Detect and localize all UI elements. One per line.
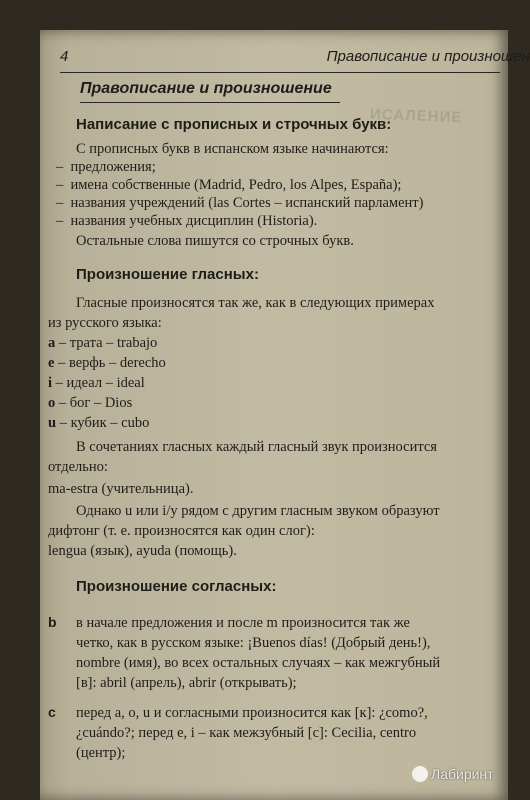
vowel-row: i – идеал – ideal (48, 375, 145, 391)
list-item: – названия учебных дисциплин (Historia). (56, 213, 318, 229)
list-item: – предложения; (56, 159, 156, 175)
paragraph: В сочетаниях гласных каждый гласный звук произносится (76, 439, 437, 455)
example: ma-estra (учительница). (48, 481, 194, 497)
bleed-through-text: ИСАЛЕНИЕ (369, 105, 463, 127)
paragraph: четко, как в русском языке: ¡Buenos días! (Добрый день!), (76, 635, 431, 651)
vowel-row: o – бог – Dios (48, 395, 133, 411)
vowel-row: e – верфь – derecho (48, 355, 166, 371)
paragraph: Однако u или i/y рядом с другим гласным звуком образуют (76, 503, 440, 519)
running-title: Правописание и произношен (326, 48, 530, 65)
title-underline (80, 102, 340, 103)
list-item: – имена собственные (Madrid, Pedro, los Alpes, España); (56, 177, 402, 193)
paragraph: Остальные слова пишутся со строчных букв. (76, 233, 354, 249)
consonant-letter: c (48, 704, 56, 720)
paragraph: nombre (имя), во всех остальных случаях – как межгубный (76, 655, 441, 671)
paragraph: отдельно: (48, 459, 108, 475)
book-page (40, 30, 530, 800)
consonant-letter: b (48, 614, 57, 630)
labirint-logo-icon (412, 766, 428, 782)
paragraph: (центр); (76, 745, 126, 761)
page-header (60, 46, 530, 73)
paragraph: дифтонг (т. е. произносятся как один слог): (48, 523, 315, 539)
paragraph: в начале предложения и после m произносится так же (76, 615, 410, 631)
heading-capitalization: Написание с прописных и строчных букв: (76, 116, 392, 133)
section-title: Правописание и произношение (80, 80, 332, 97)
page-number: 4 (60, 48, 69, 65)
heading-vowels: Произношение гласных: (76, 266, 259, 283)
watermark: Лабиринт (412, 766, 502, 788)
vowel-row: a – трата – trabajo (48, 335, 158, 351)
heading-consonants: Произношение согласных: (76, 578, 277, 595)
paragraph: ¿cuándo?; перед e, i – как межзубный [с]: Cecilia, centro (76, 725, 417, 741)
list-item: – названия учреждений (las Cortes – испанский парламент) (56, 195, 424, 211)
paragraph: из русского языка: (48, 315, 162, 331)
example: lengua (язык), ayuda (помощь). (48, 543, 237, 559)
vowel-row: u – кубик – cubo (48, 415, 150, 431)
paragraph: [в]: abril (апрель), abrir (открывать); (76, 675, 297, 691)
paragraph: С прописных букв в испанском языке начинаются: (76, 141, 389, 157)
paragraph: перед a, o, u и согласными произносится как [к]: ¿como?, (76, 705, 428, 721)
paragraph: Гласные произносятся так же, как в следующих примерах (76, 295, 435, 311)
